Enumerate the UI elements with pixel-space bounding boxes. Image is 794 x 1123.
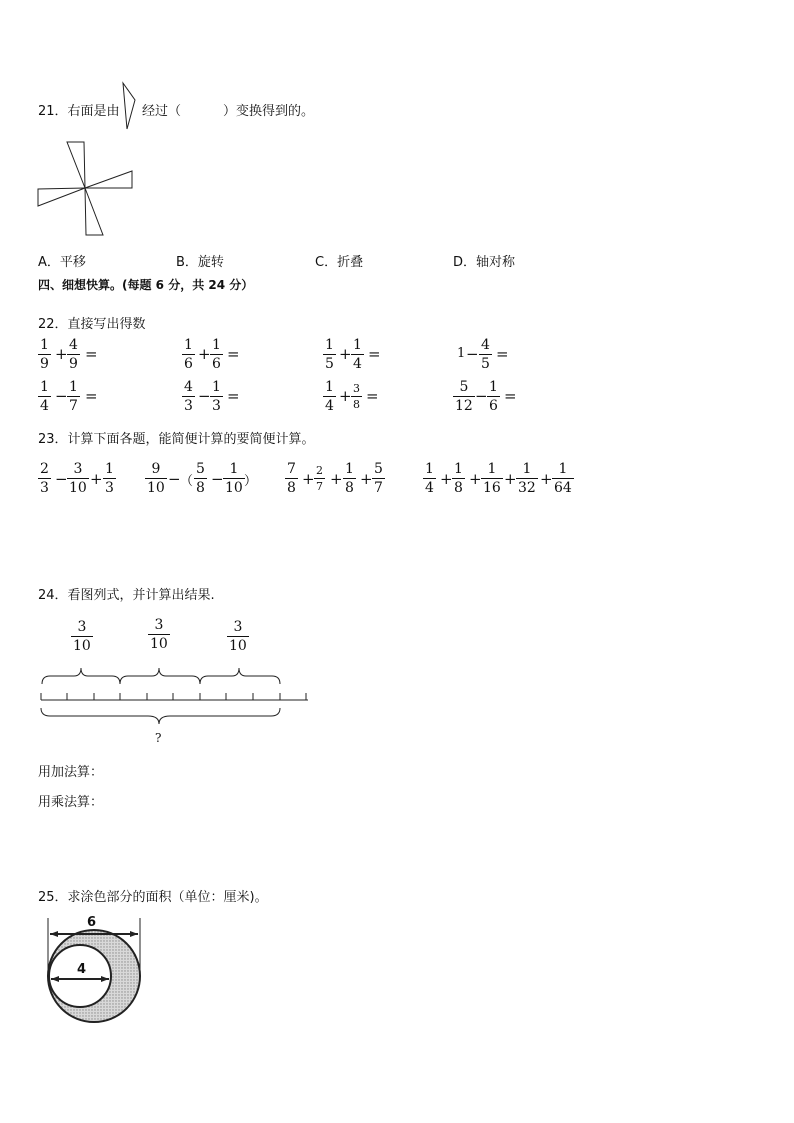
q22-4-frac-b: $\frac{4}{5}$: [481, 337, 490, 372]
q25-outer-label: 6: [87, 915, 97, 930]
q22-1-eq: =: [85, 345, 98, 363]
q21-option-b[interactable]: B．旋转: [176, 255, 224, 270]
number-line-diagram: [36, 660, 316, 732]
q21-option-d[interactable]: D．轴对称: [453, 255, 516, 270]
q24-brace-label-3: $\frac{3}{10}$: [229, 619, 247, 654]
q22-3-op: +: [339, 345, 352, 363]
q22-2-frac-a: $\frac{1}{6}$: [184, 337, 193, 372]
q22-2-op: +: [198, 345, 211, 363]
q22-7-op: +: [339, 387, 352, 405]
q24-brace-label-2: $\frac{3}{10}$: [150, 617, 168, 652]
q23-e1-op1: −: [55, 470, 68, 488]
q25-inner-label: 4: [77, 962, 87, 977]
q22-7-frac-b: $\frac{3}{8}$: [353, 382, 360, 411]
q23-e3-f2: $\frac{2}{7}$: [316, 464, 323, 493]
q21-text-after: ）变换得到的。: [223, 104, 315, 119]
q24-add-label: 用加法算：: [38, 765, 104, 780]
q23-e2-f1: $\frac{9}{10}$: [147, 461, 165, 496]
q23-e2-op1: −: [168, 470, 181, 488]
q22-4-op: −: [466, 345, 479, 363]
pinwheel-figure: [36, 140, 136, 238]
q22-4-eq: =: [496, 345, 509, 363]
q23-e4-op4: +: [540, 470, 553, 488]
q23-e4-f5: $\frac{1}{64}$: [554, 461, 572, 496]
q22-5-frac-a: $\frac{1}{4}$: [40, 379, 49, 414]
q22-6-op: −: [198, 387, 211, 405]
q21-number: 21．: [38, 104, 68, 119]
q22-5-frac-b: $\frac{1}{7}$: [69, 379, 78, 414]
q24-title: 24．看图列式，并计算出结果.: [38, 588, 215, 603]
q21-option-a[interactable]: A．平移: [38, 255, 86, 270]
q24-brace-label-1: $\frac{3}{10}$: [73, 619, 91, 654]
q23-e4-f1: $\frac{1}{4}$: [425, 461, 434, 496]
q23-e4-op2: +: [469, 470, 482, 488]
q23-e2-f2: $\frac{5}{8}$: [196, 461, 205, 496]
q21-line: [38, 100, 120, 119]
q23-title: 23．计算下面各题，能简便计算的要简便计算。: [38, 432, 315, 447]
q23-e2-paren-open: （: [180, 474, 194, 489]
q23-e3-f4: $\frac{5}{7}$: [374, 461, 383, 496]
q22-title: 22．直接写出得数: [38, 317, 146, 332]
q22-1-op: +: [55, 345, 68, 363]
q22-8-eq: =: [504, 387, 517, 405]
q23-e3-op1: +: [302, 470, 315, 488]
q23-e4-op3: +: [504, 470, 517, 488]
q23-e1-f1: $\frac{2}{3}$: [40, 461, 49, 496]
q23-e3-op3: +: [360, 470, 373, 488]
q23-e4-f2: $\frac{1}{8}$: [454, 461, 463, 496]
q22-3-frac-a: $\frac{1}{5}$: [325, 337, 334, 372]
section-4-title: 四、细想快算。(每题 6 分，共 24 分）: [38, 278, 254, 292]
q23-e1-f2: $\frac{3}{10}$: [69, 461, 87, 496]
q22-4-whole: 1: [457, 346, 466, 361]
q22-1-frac-a: $\frac{1}{9}$: [40, 337, 49, 372]
q21-text-middle: 经过（: [142, 104, 182, 119]
q23-e4-f3: $\frac{1}{16}$: [483, 461, 501, 496]
q24-mul-label: 用乘法算：: [38, 795, 104, 810]
q23-e2-op2: −: [211, 470, 224, 488]
q22-8-frac-a: $\frac{5}{12}$: [455, 379, 473, 414]
q21-option-c[interactable]: C．折叠: [315, 255, 364, 270]
q23-e3-f3: $\frac{1}{8}$: [345, 461, 354, 496]
q21-text-before: 右面是由: [67, 104, 120, 119]
q22-6-frac-a: $\frac{4}{3}$: [184, 379, 193, 414]
q22-7-frac-a: $\frac{1}{4}$: [325, 379, 334, 414]
q25-title: 25．求涂色部分的面积（单位：厘米)。: [38, 890, 268, 905]
triangle-shape-icon: [122, 82, 136, 130]
q22-3-frac-b: $\frac{1}{4}$: [353, 337, 362, 372]
q24-question-mark: ?: [155, 731, 162, 745]
q22-8-op: −: [475, 387, 488, 405]
q23-e2-paren-close: ）: [244, 474, 258, 489]
q22-6-frac-b: $\frac{1}{3}$: [212, 379, 221, 414]
q23-e4-f4: $\frac{1}{32}$: [518, 461, 536, 496]
q22-8-frac-b: $\frac{1}{6}$: [489, 379, 498, 414]
q22-1-frac-b: $\frac{4}{9}$: [69, 337, 78, 372]
q23-e3-f1: $\frac{7}{8}$: [287, 461, 296, 496]
q22-3-eq: =: [368, 345, 381, 363]
q23-e1-f3: $\frac{1}{3}$: [105, 461, 114, 496]
q23-e3-op2: +: [330, 470, 343, 488]
q23-e4-op1: +: [440, 470, 453, 488]
q23-e1-op2: +: [90, 470, 103, 488]
q23-e2-f3: $\frac{1}{10}$: [225, 461, 243, 496]
q21-line-2: [142, 100, 314, 119]
q22-5-eq: =: [85, 387, 98, 405]
q22-6-eq: =: [227, 387, 240, 405]
q22-2-eq: =: [227, 345, 240, 363]
q22-5-op: −: [55, 387, 68, 405]
q22-7-eq: =: [366, 387, 379, 405]
q22-2-frac-b: $\frac{1}{6}$: [212, 337, 221, 372]
